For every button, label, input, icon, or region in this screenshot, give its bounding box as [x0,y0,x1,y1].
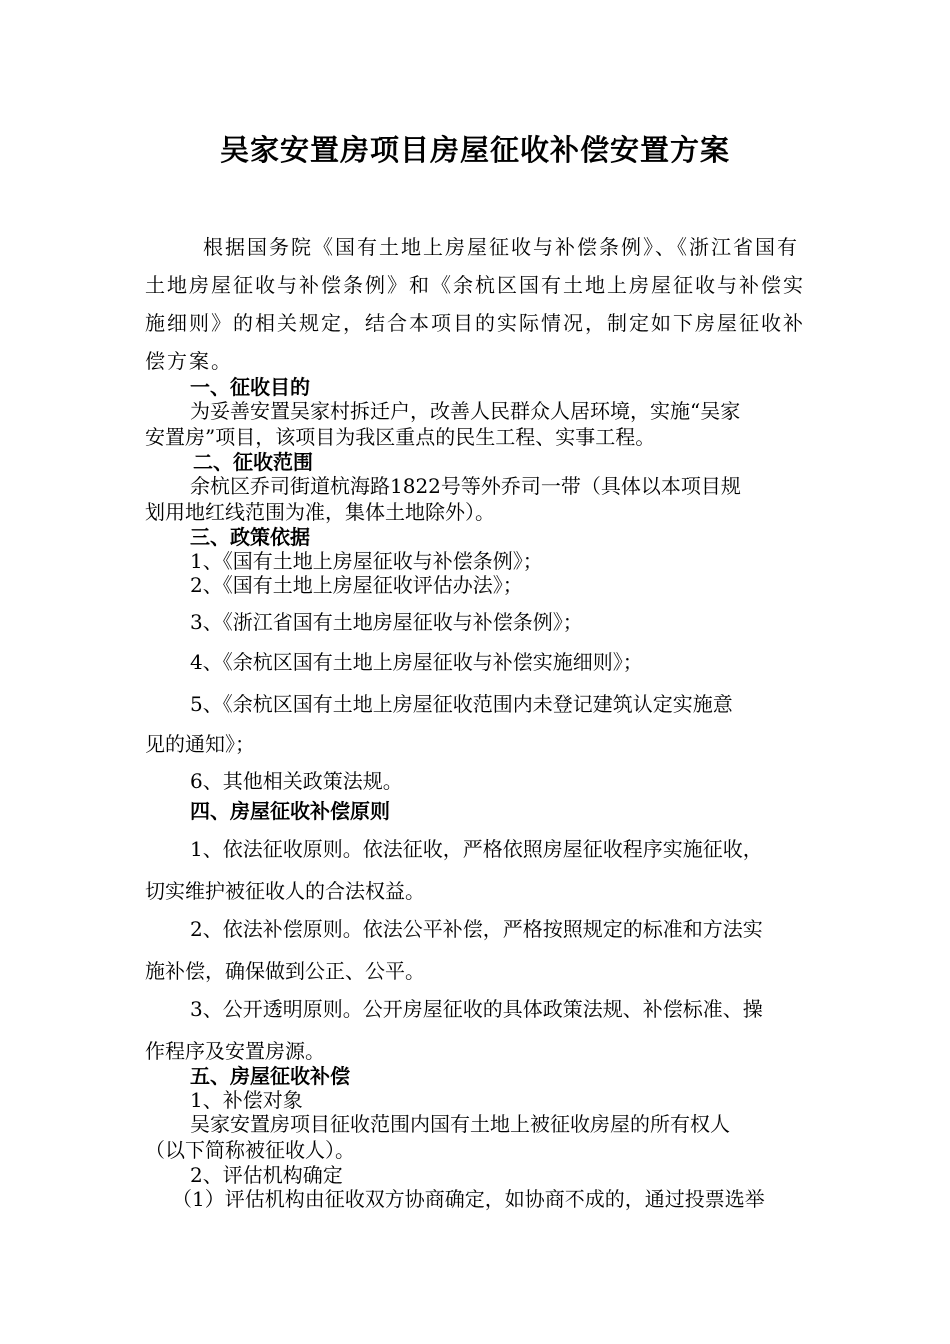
paragraph-line: 2、依法补偿原则。依法公平补偿，严格按照规定的标准和方法实 [190,917,763,941]
compensation-subheading-1: 1、补偿对象 [190,1088,303,1112]
intro-line: 根据国务院《国有土地上房屋征收与补偿条例》、《浙江省国有 [203,235,799,259]
section-purpose-paragraph [145,398,805,450]
section-heading-principles: 四、房屋征收补偿原则 [190,799,390,823]
compensation-subheading-2: 2、评估机构确定 [190,1163,343,1187]
principle-3-paragraph [145,988,805,1072]
intro-line: 土地房屋征收与补偿条例》和《余杭区国有土地上房屋征收与补偿实 [145,273,805,297]
paragraph-line: 划用地红线范围为准，集体土地除外）。 [145,500,495,524]
intro-paragraph [145,228,805,380]
paragraph-line: 见的通知》； [145,732,255,756]
section-heading-scope: 二、征收范围 [193,450,313,474]
paragraph-line: 施补偿，确保做到公正、公平。 [145,959,425,983]
paragraph-line: 安置房”项目，该项目为我区重点的民生工程、实事工程。 [145,425,656,449]
paragraph-line: 余杭区乔司街道杭海路1822号等外乔司一带（具体以本项目规 [190,474,741,498]
section-heading-purpose: 一、征收目的 [190,375,310,399]
principle-1-paragraph [145,828,805,912]
policy-item-5 [145,684,805,764]
policy-item-4: 4、《余杭区国有土地上房屋征收与补偿实施细则》； [190,650,643,674]
policy-item-6: 6、其他相关政策法规。 [190,769,403,793]
paragraph-line: 3、公开透明原则。公开房屋征收的具体政策法规、补偿标准、操 [190,997,763,1021]
paragraph-line: 为妥善安置吴家村拆迁户，改善人民群众人居环境，实施“吴家 [190,399,741,423]
intro-line: 施细则》的相关规定，结合本项目的实际情况，制定如下房屋征收补 [145,311,805,335]
compensation-object-paragraph [145,1111,805,1163]
paragraph-line: （以下简称被征收人）。 [145,1138,355,1162]
paragraph-line: 1、依法征收原则。依法征收，严格依照房屋征收程序实施征收， [190,837,763,861]
principle-2-paragraph [145,908,805,992]
intro-line: 偿方案。 [145,349,233,373]
policy-item-2: 2、《国有土地上房屋征收评估办法》； [190,573,523,597]
section-heading-compensation: 五、房屋征收补偿 [190,1064,350,1088]
paragraph-line: 切实维护被征收人的合法权益。 [145,879,425,903]
section-heading-policy: 三、政策依据 [190,525,310,549]
policy-item-1: 1、《国有土地上房屋征收与补偿条例》； [190,549,543,573]
paragraph-line: 作程序及安置房源。 [145,1039,325,1063]
appraisal-paragraph-line: （1）评估机构由征收双方协商确定，如协商不成的，通过投票选举 [172,1187,765,1211]
policy-item-3: 3、《浙江省国有土地房屋征收与补偿条例》； [190,610,583,634]
paragraph-line: 吴家安置房项目征收范围内国有土地上被征收房屋的所有权人 [190,1112,730,1136]
document-title: 吴家安置房项目房屋征收补偿安置方案 [219,133,730,167]
section-scope-paragraph [145,473,805,525]
paragraph-line: 5、《余杭区国有土地上房屋征收范围内未登记建筑认定实施意 [190,692,733,716]
